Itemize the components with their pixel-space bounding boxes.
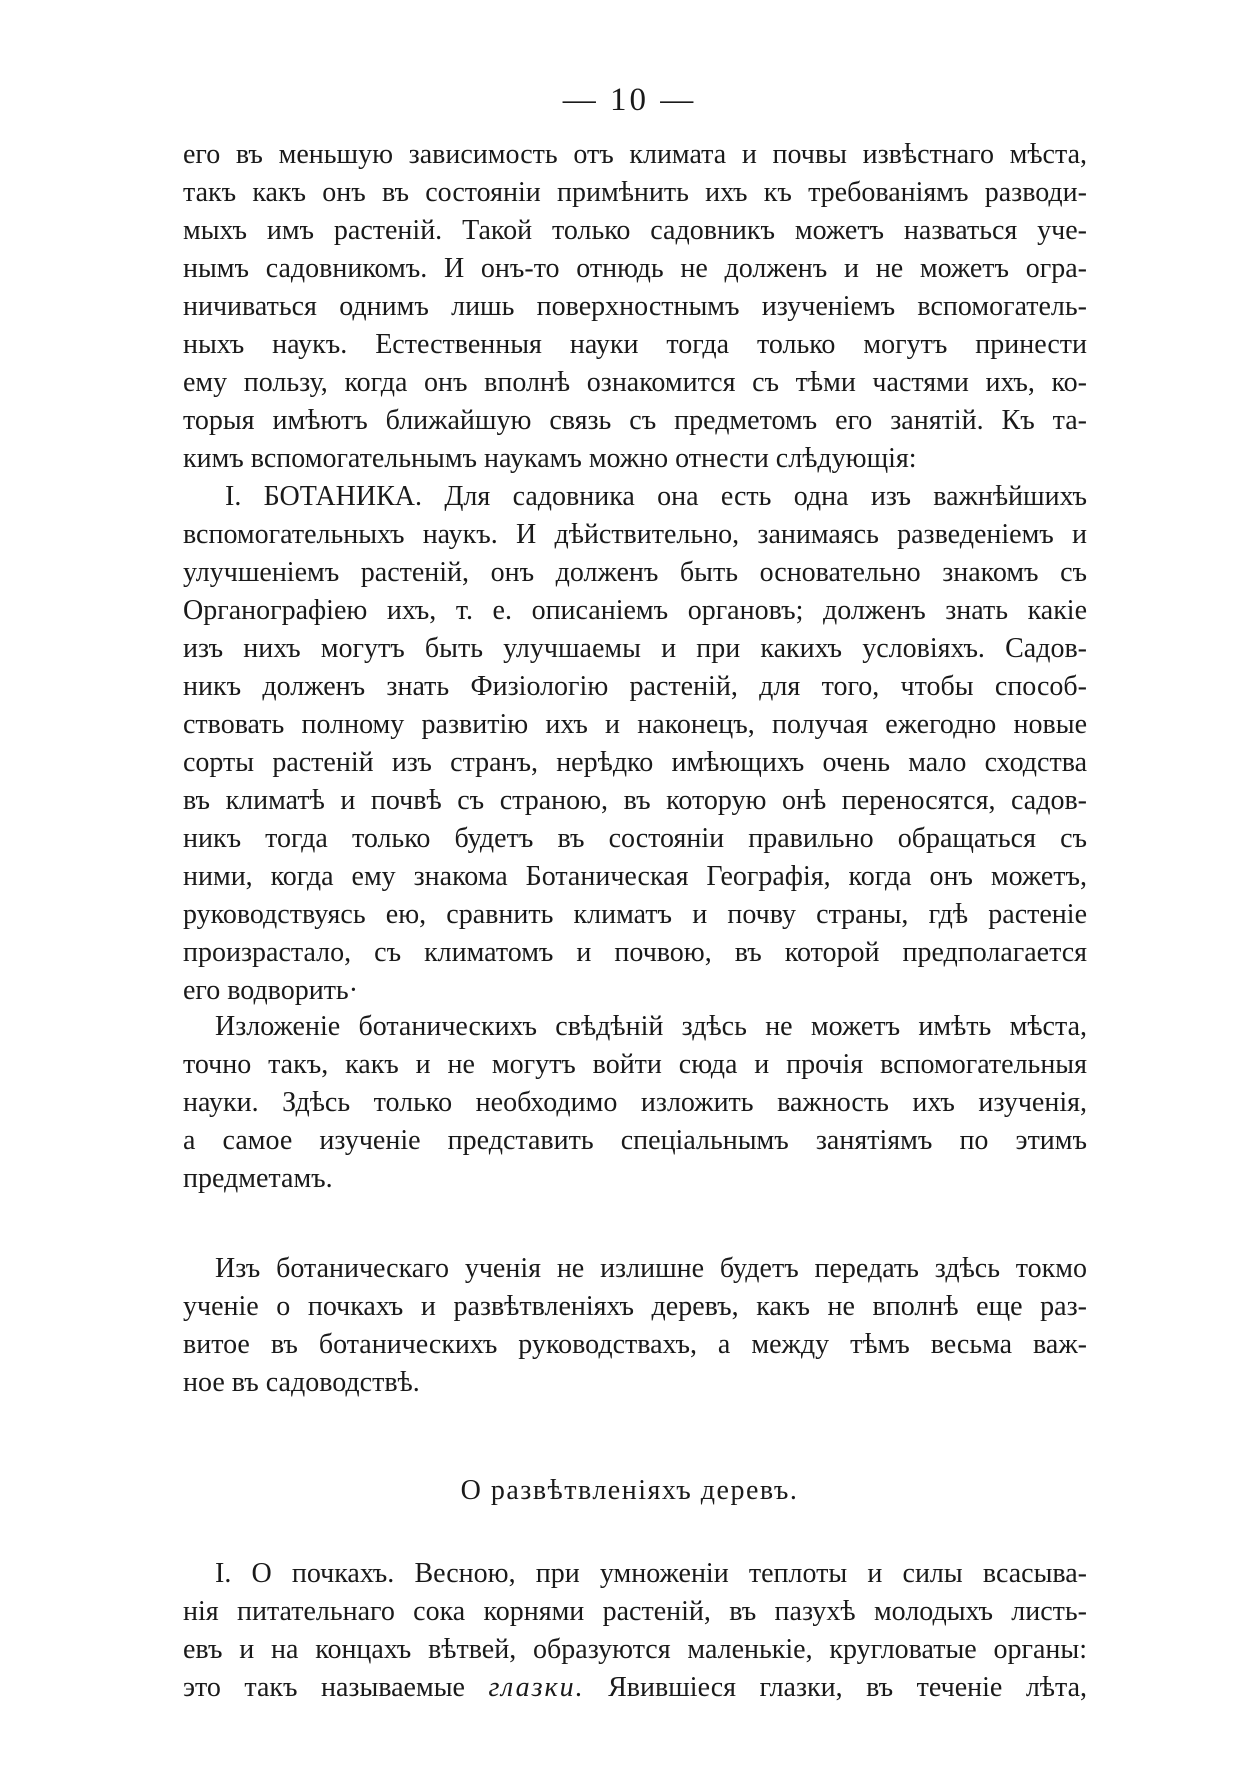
text-line: ныхъ наукъ. Естественныя науки тогда только могутъ принести [183,329,1087,360]
text-line: ученіе о почкахъ и развѣтвленіяхъ деревъ, какъ не вполнѣ еще раз- [183,1291,1087,1322]
paragraph-on-buds [183,1555,1087,1707]
text-line: никъ тогда только будетъ въ состояніи правильно обращаться съ [183,823,1087,854]
text-line: улучшеніемъ растеній, онъ долженъ быть основательно знакомъ съ [183,557,1087,588]
text-line: его въ меньшую зависимость отъ климата и почвы извѣстнаго мѣста, [183,139,1087,170]
line-segment: это такъ называемые [183,1672,465,1703]
paragraph-exposition [183,1008,1087,1198]
text-line: нымъ садовникомъ. И онъ-то отнюдь не долженъ и не можетъ огра- [183,253,1087,284]
text-line: Изъ ботаническаго ученія не излишне будетъ передать здѣсь токмо [215,1253,1087,1284]
paragraph-continuation [183,136,1087,478]
text-line: науки. Здѣсь только необходимо изложить важность ихъ изученія, [183,1087,1087,1118]
text-line: а самое изученіе представить спеціальнымъ занятіямъ по этимъ [183,1125,1087,1156]
text-line: предметамъ. [183,1163,333,1194]
text-line: витое въ ботаническихъ руководствахъ, а между тѣмъ весьма важ- [183,1329,1087,1360]
section-heading: О развѣтвленіяхъ деревъ. [460,1475,799,1506]
paragraph-buds-intro [183,1250,1087,1402]
text-line: ничиваться однимъ лишь поверхностнымъ изученіемъ вспомогатель- [183,291,1087,322]
text-line: такъ какъ онъ въ состояніи примѣнить ихъ къ требованіямъ разводи- [183,177,1087,208]
text-line: ствовать полному развитію ихъ и наконецъ, получая ежегодно новые [183,709,1087,740]
italic-term: глазки. [488,1672,585,1703]
text-line: вспомогательныхъ наукъ. И дѣйствительно, занимаясь разведеніемъ и [183,519,1087,550]
paragraph-botany [183,478,1087,1010]
text-line: сорты растеній изъ странъ, нерѣдко имѣющихъ очень мало сходства [183,747,1087,778]
page-number: — 10 — [562,82,697,118]
text-line-mixed [183,1669,1087,1707]
text-line: ними, когда ему знакома Ботаническая Географія, когда онъ можетъ, [183,861,1087,892]
text-line: кимъ вспомогательнымъ наукамъ можно отнести слѣдующія: [183,443,917,474]
text-line: I. БОТАНИКА. Для садовника она есть одна изъ важнѣйшихъ [225,481,1087,512]
text-line: ему пользу, когда онъ вполнѣ ознакомится съ тѣми частями ихъ, ко- [183,367,1087,398]
text-line: Изложеніе ботаническихъ свѣдѣній здѣсь не можетъ имѣть мѣста, [215,1011,1087,1042]
text-line: точно такъ, какъ и не могутъ войти сюда и прочія вспомогательныя [183,1049,1087,1080]
text-line: Органографіею ихъ, т. е. описаніемъ органовъ; долженъ знать какіе [183,595,1087,626]
text-line: евъ и на концахъ вѣтвей, образуются маленькіе, кругловатые органы: [183,1634,1087,1665]
line-segment: Явившіеся глазки, въ теченіе лѣта, [608,1672,1087,1703]
text-line: мыхъ имъ растеній. Такой только садовникъ можетъ назваться уче- [183,215,1087,246]
text-line: въ климатѣ и почвѣ съ страною, въ которую онѣ переносятся, садов- [183,785,1087,816]
text-line: его водворить· [183,975,359,1006]
text-line: нія питательнаго сока корнями растеній, въ пазухѣ молодыхъ листь- [183,1596,1087,1627]
text-line: руководствуясь ею, сравнить климатъ и почву страны, гдѣ растеніе [183,899,1087,930]
text-line: никъ долженъ знать Физіологію растеній, для того, чтобы способ- [183,671,1087,702]
text-line: ное въ садоводствѣ. [183,1367,420,1398]
text-line: произрастало, съ климатомъ и почвою, въ которой предполагается [183,937,1087,968]
text-line: изъ нихъ могутъ быть улучшаемы и при какихъ условіяхъ. Садов- [183,633,1087,664]
text-line: I. О почкахъ. Весною, при умноженіи теплоты и силы всасыва- [215,1558,1087,1589]
text-line: торыя имѣютъ ближайшую связь съ предметомъ его занятій. Къ та- [183,405,1087,436]
